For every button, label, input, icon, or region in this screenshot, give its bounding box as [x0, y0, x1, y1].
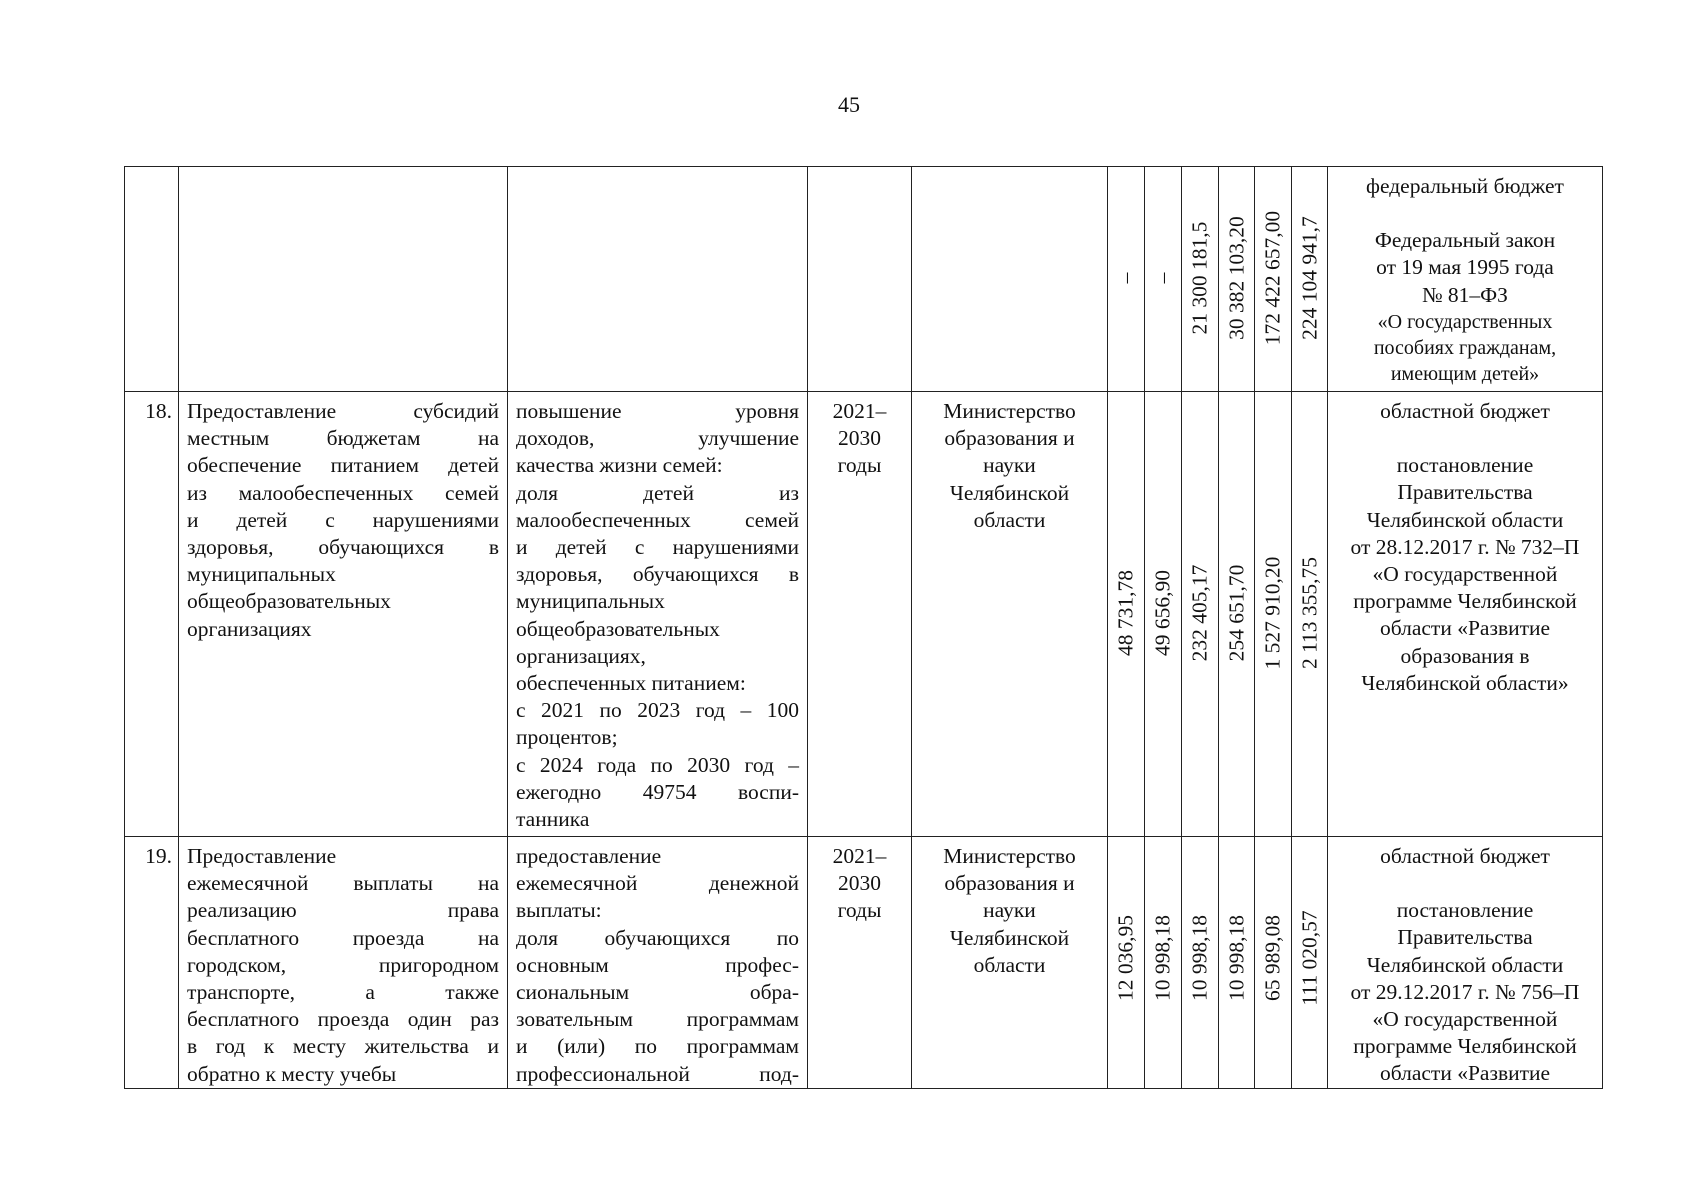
period-line: годы: [837, 453, 882, 478]
result-line: и детей с нарушениями: [516, 535, 799, 560]
executor-line: области: [973, 507, 1046, 532]
funding-value-wrapper: [1219, 837, 1254, 1079]
period-cell: [808, 392, 912, 837]
funding-source-line: Правительства: [1397, 480, 1533, 505]
funding-value-wrapper: [1182, 167, 1218, 388]
funding-value: 254 651,70: [1223, 564, 1248, 661]
result-line: с 2021 по 2023 год – 100: [516, 698, 799, 723]
period-cell: [808, 167, 912, 392]
result-line: зовательным программам: [516, 1007, 799, 1032]
result-line: с 2024 года по 2030 год –: [516, 752, 799, 777]
funding-source-line: постановление: [1396, 453, 1534, 478]
measure-name-line: ежемесячной выплаты на: [187, 871, 499, 896]
measure-name-line: городском, пригородном: [187, 952, 499, 977]
executor-line: области: [973, 952, 1046, 977]
funding-value-cell: [1182, 837, 1219, 1089]
measure-name-cell: [179, 837, 508, 1089]
measure-name-line: и детей с нарушениями: [187, 507, 499, 532]
funding-value-cell: [1292, 167, 1328, 392]
period-line: 2030: [838, 871, 881, 896]
funding-value-cell: [1219, 392, 1255, 837]
executor-line: Челябинской: [949, 925, 1070, 950]
funding-source-line: образования в: [1400, 643, 1530, 668]
funding-value: 232 405,17: [1187, 564, 1212, 661]
result-line: выплаты:: [516, 898, 602, 923]
measure-name-line: организациях: [187, 616, 312, 641]
funding-value-wrapper: [1255, 837, 1291, 1079]
item-number-cell: [125, 837, 179, 1089]
result-line: предоставление: [516, 844, 662, 868]
period-line: 2030: [838, 426, 881, 451]
spacer: [1332, 200, 1598, 227]
funding-value-wrapper: [1219, 167, 1254, 388]
funding-source-line: федеральный бюджет: [1366, 174, 1564, 198]
funding-value: 49 656,90: [1150, 569, 1175, 656]
result-line: доля обучающихся по: [516, 925, 799, 950]
result-line: доля детей из: [516, 480, 799, 505]
executor-line: образования и: [944, 871, 1075, 896]
funding-value-cell: [1292, 392, 1328, 837]
funding-value-wrapper: [1108, 837, 1144, 1079]
executor-line: образования и: [944, 426, 1075, 451]
funding-value: 1 527 910,20: [1260, 556, 1285, 669]
funding-value-cell: [1145, 837, 1182, 1089]
result-line: качества жизни семей:: [516, 453, 723, 478]
spacer: [1332, 425, 1598, 452]
result-indicator-cell: [508, 167, 808, 392]
funding-source-line: Челябинской области: [1366, 952, 1564, 977]
funding-value-wrapper: [1292, 837, 1327, 1079]
result-line: здоровья, обучающихся в: [516, 562, 799, 587]
funding-source-line: области «Развитие: [1379, 616, 1551, 641]
item-number-cell: [125, 167, 179, 392]
funding-source-line: Правительства: [1397, 925, 1533, 950]
executor-cell: [912, 392, 1108, 837]
measure-name-line: обратно к месту учебы: [187, 1061, 397, 1086]
funding-value-cell: [1108, 837, 1145, 1089]
funding-value: 111 020,57: [1296, 910, 1321, 1006]
result-line: ежемесячной денежной: [516, 871, 799, 896]
funding-source-line: программе Челябинской: [1353, 589, 1577, 614]
funding-source-line: имеющим детей»: [1390, 362, 1540, 385]
item-number: 18.: [145, 399, 172, 423]
funding-value-cell: [1219, 167, 1255, 392]
funding-value: 10 998,18: [1187, 915, 1212, 1001]
result-line: сиональным обра-: [516, 980, 799, 1005]
funding-value-wrapper: [1145, 167, 1181, 388]
measure-name-line: Предоставление субсидий: [187, 399, 499, 423]
measure-name-line: Предоставление: [187, 844, 337, 868]
funding-source-line: области «Развитие: [1379, 1061, 1551, 1086]
funding-value: 21 300 181,5: [1187, 221, 1212, 334]
executor-cell: [912, 167, 1108, 392]
funding-value-cell: [1145, 392, 1182, 837]
funding-source-line: № 81–ФЗ: [1422, 282, 1508, 307]
funding-value: 2 113 355,75: [1296, 556, 1321, 669]
table-row: [125, 392, 1603, 837]
period-line: годы: [837, 898, 882, 923]
funding-source-line: от 29.12.2017 г. № 756–П: [1350, 979, 1580, 1004]
funding-source-line: программе Челябинской: [1353, 1034, 1577, 1059]
period-line: 2021–: [832, 844, 887, 868]
funding-value-wrapper: [1292, 167, 1327, 388]
funding-source-line: постановление: [1396, 898, 1534, 923]
funding-source-line: пособиях гражданам,: [1373, 336, 1557, 359]
funding-source-line: «О государственной: [1372, 1007, 1558, 1032]
funding-value-cell: [1182, 392, 1219, 837]
funding-value-cell: [1255, 837, 1292, 1089]
funding-source-line: от 19 мая 1995 года: [1376, 255, 1554, 280]
program-table: [124, 166, 1603, 1089]
funding-value-cell: [1255, 392, 1292, 837]
result-line: обеспеченных питанием:: [516, 671, 746, 696]
funding-source-line: «О государственных: [1377, 310, 1553, 333]
executor-cell: [912, 837, 1108, 1089]
funding-value: 12 036,95: [1113, 915, 1138, 1001]
result-line: танника: [516, 807, 590, 832]
funding-value-wrapper: [1182, 837, 1218, 1079]
executor-line: Министерство: [943, 399, 1076, 423]
funding-value-wrapper: [1255, 167, 1291, 388]
executor-line: науки: [983, 898, 1036, 923]
table-row: [125, 837, 1603, 1089]
measure-name-cell: [179, 392, 508, 837]
funding-value-cell: [1292, 837, 1328, 1089]
result-line: малообеспеченных семей: [516, 507, 799, 532]
page-number: 45: [838, 92, 860, 117]
measure-name-line: муниципальных: [187, 562, 336, 587]
funding-value: –: [1150, 272, 1175, 283]
result-line: профессиональной под-: [516, 1061, 799, 1086]
result-line: доходов, улучшение: [516, 426, 799, 451]
measure-name-cell: [179, 167, 508, 392]
measure-name-line: местным бюджетам на: [187, 426, 499, 451]
funding-value: –: [1113, 272, 1138, 283]
funding-value-cell: [1255, 167, 1292, 392]
funding-source-line: Федеральный закон: [1374, 228, 1556, 253]
funding-source-line: «О государственной: [1372, 562, 1558, 587]
executor-line: Челябинской: [949, 480, 1070, 505]
item-number: 19.: [145, 844, 172, 868]
measure-name-line: бесплатного проезда один раз: [187, 1007, 499, 1032]
funding-value-wrapper: [1219, 392, 1254, 833]
funding-value-wrapper: [1255, 392, 1291, 833]
funding-value-wrapper: [1145, 837, 1181, 1079]
measure-name-line: общеобразовательных: [187, 589, 391, 614]
result-line: ежегодно 49754 воспи-: [516, 779, 799, 804]
result-indicator-cell: [508, 392, 808, 837]
result-line: основным профес-: [516, 952, 799, 977]
funding-value-cell: [1219, 837, 1255, 1089]
funding-source-cell: [1328, 392, 1603, 837]
funding-value-cell: [1182, 167, 1219, 392]
result-line: организациях,: [516, 643, 646, 668]
period-cell: [808, 837, 912, 1089]
result-line: повышение уровня: [516, 399, 799, 423]
executor-line: Министерство: [943, 844, 1076, 868]
funding-value-cell: [1108, 167, 1145, 392]
measure-name-line: бесплатного проезда на: [187, 925, 499, 950]
result-line: муниципальных: [516, 589, 665, 614]
table-row: [125, 167, 1603, 392]
executor-line: науки: [983, 453, 1036, 478]
period-line: 2021–: [832, 399, 887, 423]
item-number-cell: [125, 392, 179, 837]
funding-value-wrapper: [1182, 392, 1218, 833]
funding-value: 48 731,78: [1113, 569, 1138, 656]
funding-value: 65 989,08: [1260, 915, 1285, 1001]
funding-source-cell: [1328, 837, 1603, 1089]
funding-value: 10 998,18: [1150, 915, 1175, 1001]
funding-source-line: от 28.12.2017 г. № 732–П: [1350, 534, 1580, 559]
funding-value-wrapper: [1145, 392, 1181, 833]
funding-value-wrapper: [1108, 392, 1144, 833]
funding-value-cell: [1108, 392, 1145, 837]
funding-source-line: Челябинской области: [1366, 507, 1564, 532]
funding-value: 172 422 657,00: [1260, 210, 1285, 345]
funding-value: 10 998,18: [1223, 915, 1248, 1001]
measure-name-line: здоровья, обучающихся в: [187, 535, 499, 560]
funding-value-cell: [1145, 167, 1182, 392]
result-line: общеобразовательных: [516, 616, 720, 641]
spacer: [1332, 870, 1598, 897]
result-line: процентов;: [516, 725, 618, 750]
measure-name-line: транспорте, а также: [187, 980, 499, 1005]
measure-name-line: из малообеспеченных семей: [187, 480, 499, 505]
funding-value-wrapper: [1292, 392, 1327, 833]
funding-source-line: областной бюджет: [1380, 399, 1550, 423]
measure-name-line: реализацию права: [187, 898, 499, 923]
funding-value: 30 382 103,20: [1223, 215, 1248, 340]
funding-value-wrapper: [1108, 167, 1144, 388]
funding-value: 224 104 941,7: [1296, 215, 1321, 340]
funding-source-cell: [1328, 167, 1603, 392]
measure-name-line: в год к месту жительства и: [187, 1034, 499, 1059]
funding-source-line: областной бюджет: [1380, 844, 1550, 868]
result-indicator-cell: [508, 837, 808, 1089]
result-line: и (или) по программам: [516, 1034, 799, 1059]
measure-name-line: обеспечение питанием детей: [187, 453, 499, 478]
funding-source-line: Челябинской области»: [1361, 670, 1569, 695]
